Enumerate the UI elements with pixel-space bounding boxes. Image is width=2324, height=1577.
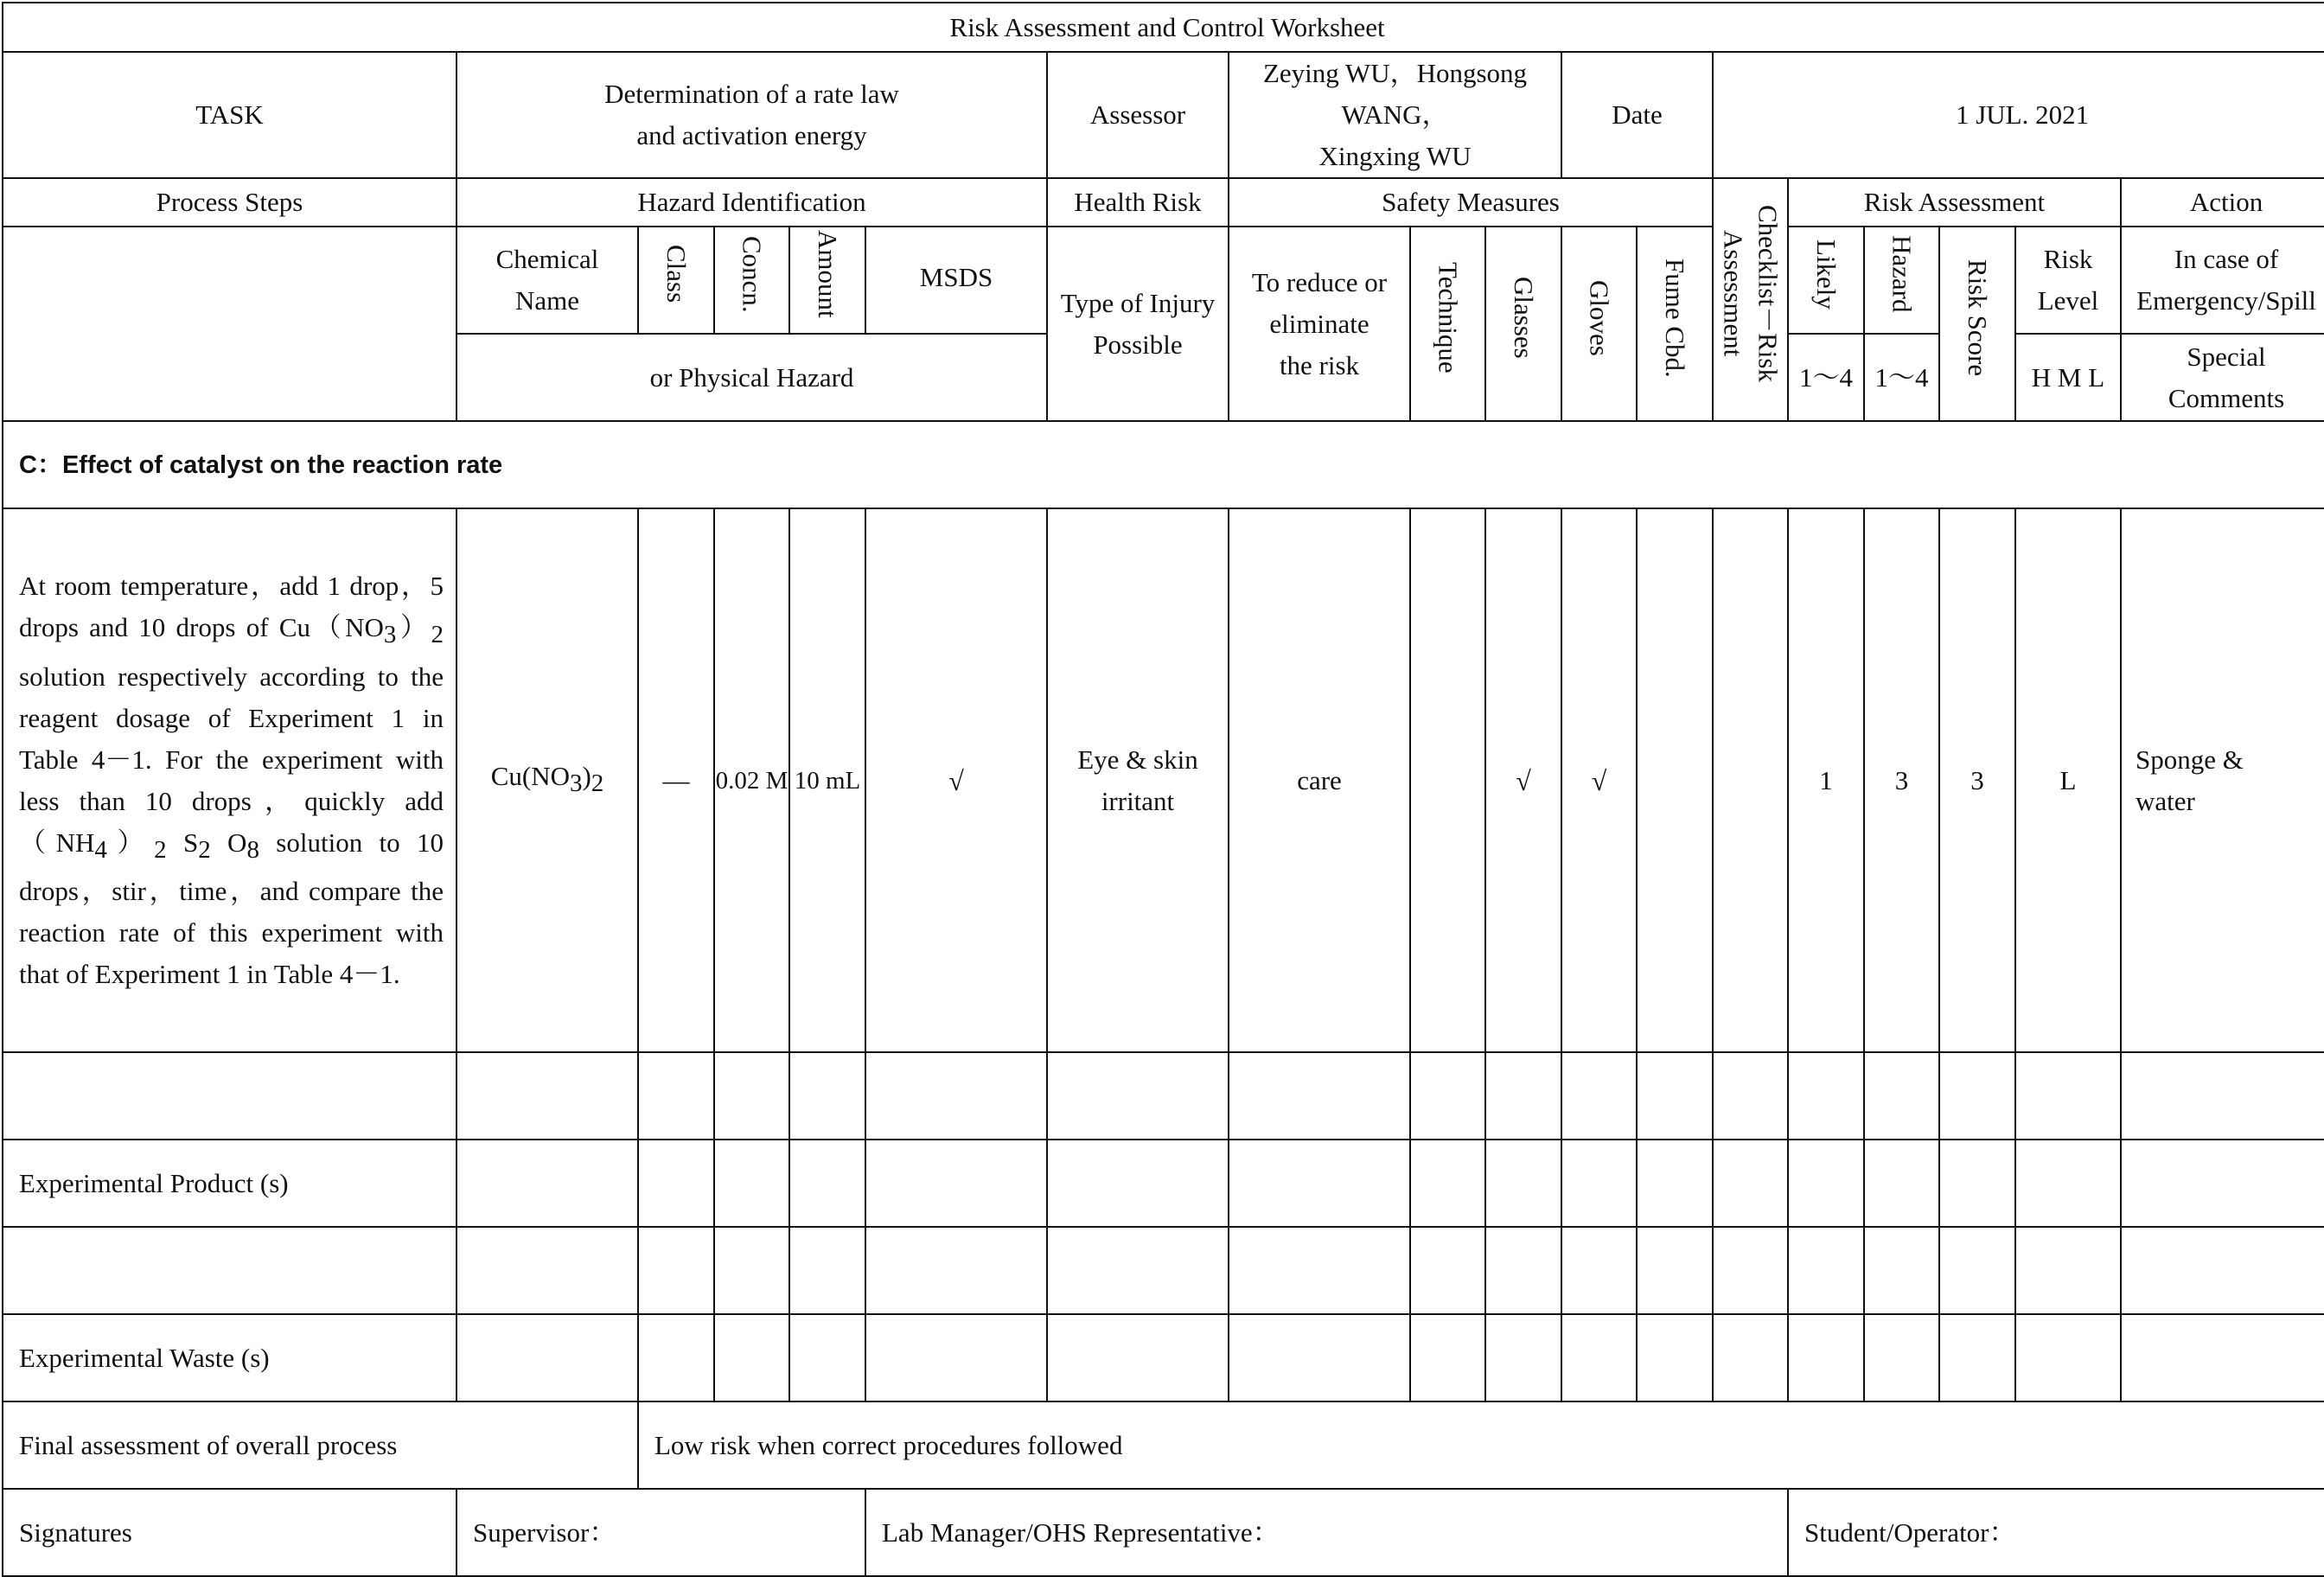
checklist-value [1713,508,1788,1052]
header-glasses [1485,227,1561,421]
header-checklist [1713,178,1788,421]
fume-value [1637,508,1713,1052]
reduce-line1: To reduce or [1251,266,1388,297]
header-safety-measures: Safety Measures [1229,178,1713,227]
likely-value: 1 [1788,508,1864,1052]
header-risk-assessment: Risk Assessment [1788,178,2121,227]
header-fume-cbd [1637,227,1713,421]
experimental-waste-label: Experimental Waste (s) [3,1314,456,1401]
desc-sub: 2 [198,835,211,864]
class-label: Class [661,245,692,303]
assessor-value [1229,52,1561,178]
student-signature[interactable]: Student/Operator： [1788,1489,2324,1576]
header-physical-hazard: or Physical Hazard [456,334,1047,421]
glasses-label: Glasses [1509,277,1539,359]
action-value [2121,508,2324,1052]
likely-label: Likely [1811,239,1842,310]
task-value [456,52,1047,178]
risk-level-line2: Level [2037,285,2099,316]
header-hazard [1864,227,1939,334]
gloves-check: √ [1561,508,1637,1052]
emergency-line2: Emergency/Spill [2136,285,2316,316]
desc-part: solution respectively according to the reagent dosage of Experiment 1 in Table 4－1. For the experiment with less than 10 drops，quickly add（NH [19,661,444,858]
header-class [638,227,714,334]
injury-line1: Eye & skin [1077,744,1198,775]
special-line1: Special [2187,341,2266,372]
reduce-line2: eliminate [1269,308,1370,339]
header-type-of-injury [1047,227,1229,421]
header-risk-level [2015,227,2121,334]
worksheet-table [2,2,2324,1577]
amount-label: Amount [813,230,843,318]
header-action: Action [2121,178,2324,227]
desc-sub: 2 [431,621,444,649]
header-process-blank [3,227,456,421]
signatures-label: Signatures [3,1489,456,1576]
desc-sub: 8 [246,835,259,864]
risk-score-label: Risk Score [1963,259,1993,377]
header-gloves [1561,227,1637,421]
desc-sub: 3 [383,621,397,649]
hazard-value: 3 [1864,508,1939,1052]
task-label: TASK [3,52,456,178]
header-special-comments [2121,334,2324,421]
header-concn [714,227,789,334]
injury-value [1047,508,1229,1052]
header-msds: MSDS [865,227,1047,334]
header-technique [1410,227,1485,421]
injury-header-line2: Possible [1093,329,1183,360]
msds-check: √ [865,508,1047,1052]
likely-scale: 1～4 [1788,334,1864,421]
checklist-line2: Assessment [1718,230,1749,357]
reduce-line3: the risk [1279,349,1360,380]
date-label: Date [1561,52,1713,178]
desc-part: O [210,827,247,858]
supervisor-signature[interactable]: Supervisor： [456,1489,865,1576]
task-value-line2: and activation energy [636,120,867,150]
chem-part: Cu(NO [490,761,570,792]
concn-value: 0.02 M [714,508,789,1052]
experimental-product-label: Experimental Product (s) [3,1140,456,1227]
header-emergency [2121,227,2324,334]
desc-part: At room temperature，add 1 drop，5 drops and 10 drops of Cu（NO [19,571,444,643]
hazard-label: Hazard [1887,235,1918,313]
assessor-line2: Xingxing WU [1318,141,1472,171]
date-value: 1 JUL. 2021 [1713,52,2324,178]
assessor-label: Assessor [1047,52,1229,178]
header-health-risk: Health Risk [1047,178,1229,227]
final-assessment-label: Final assessment of overall process [3,1401,638,1489]
desc-sub: 4 [94,835,107,864]
header-reduce-risk [1229,227,1410,421]
chem-sub: 3 [569,769,583,798]
desc-sub: 2 [154,835,167,864]
worksheet-title: Risk Assessment and Control Worksheet [3,3,2324,52]
technique-value [1410,508,1485,1052]
desc-part: ） [106,827,155,858]
header-risk-score [1939,227,2015,421]
header-amount [789,227,865,334]
empty-row [3,1052,2324,1140]
gloves-label: Gloves [1584,279,1615,356]
action-line2: water [2136,785,2195,816]
section-title: C：Effect of catalyst on the reaction rate [3,421,2324,508]
task-value-line1: Determination of a rate law [604,79,899,109]
chem-sub: 2 [591,769,604,798]
fume-cbd-label: Fume Cbd. [1660,258,1690,378]
risk-score-value: 3 [1939,508,2015,1052]
action-line1: Sponge & [2136,744,2244,775]
header-process-steps: Process Steps [3,178,456,227]
header-chemical-name [456,227,638,334]
desc-part: solution to 10 drops，stir，time，and compare the reaction rate of this experiment with that of Experiment 1 in Table 4－1. [19,827,444,989]
empty-row [3,1227,2324,1314]
desc-part: S [166,827,199,858]
amount-value: 10 mL [789,508,865,1052]
lab-manager-signature[interactable]: Lab Manager/OHS Representative： [865,1489,1788,1576]
special-line2: Comments [2168,382,2285,413]
risk-level-value: L [2015,508,2121,1052]
desc-part: ） [396,612,431,643]
injury-header-line1: Type of Injury [1060,287,1216,318]
chemical-name-line2: Name [514,285,580,316]
header-likely [1788,227,1864,334]
chemical-name [456,508,638,1052]
chemical-name-line1: Chemical [495,244,599,274]
chem-part: ) [582,761,591,792]
checklist-line1: Checklist－Risk [1753,205,1784,382]
step-description [3,508,456,1052]
glasses-check: √ [1485,508,1561,1052]
concn-label: Concn. [737,235,768,313]
hazard-scale: 1～4 [1864,334,1939,421]
injury-line2: irritant [1101,785,1175,816]
technique-label: Technique [1433,262,1464,374]
risk-level-line1: Risk [2043,244,2093,274]
class-value: — [638,508,714,1052]
header-hazard-identification: Hazard Identification [456,178,1047,227]
emergency-line1: In case of [2174,244,2279,274]
risk-worksheet [2,2,2322,1550]
checklist-label [1716,205,1785,382]
level-scale: H M L [2015,334,2121,421]
assessor-line1: Zeying WU，Hongsong WANG， [1262,58,1528,130]
final-assessment-value: Low risk when correct procedures followed [638,1401,2324,1489]
reduce-value: care [1229,508,1410,1052]
